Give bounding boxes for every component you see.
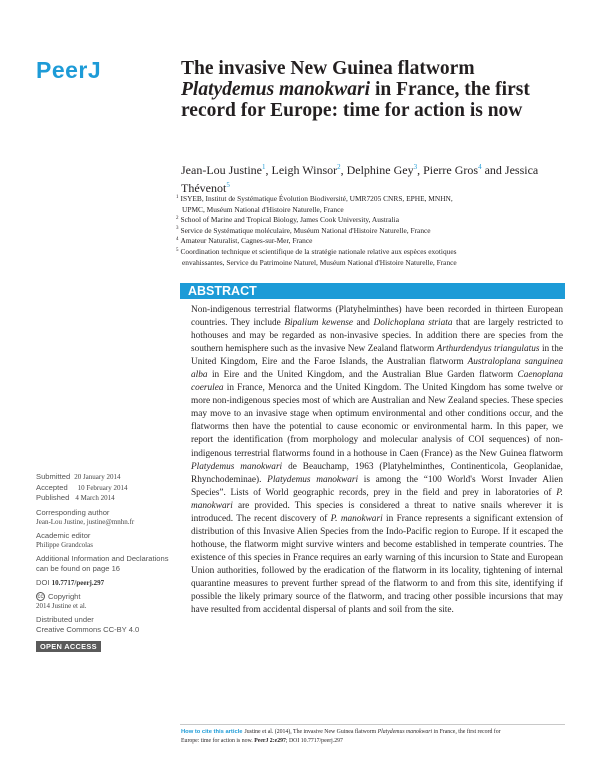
author-name[interactable]: Pierre Gros (423, 163, 479, 177)
author-affiliation-mark: 4 (478, 163, 482, 171)
citation-line-2: Europe: time for action is now. (181, 737, 255, 744)
abstract-text-segment: is among the “100 World's Worst Invader Alien Species”. Lists of World geographic records, prey in the field and prey in laboratories of (191, 474, 563, 498)
title-species: Platydemus manokwari (181, 79, 371, 100)
affiliation-list (176, 194, 566, 268)
corresponding-label: Corresponding author (36, 507, 110, 517)
doi-label: DOI (36, 577, 50, 587)
citation-rest: in France, the first record for (432, 729, 501, 735)
abstract-text-segment: in France, Menorca and the United Kingdom. The United Kingdom has some twelve or more non-indigenous species most of which are Australian and New Zealand species. These species may move to an invasive stage when optimum environmental and other conditions occur, and the flatworms then have the potential to cause economic or environmental harm. In this paper, we report the identification (from morphology and molecular analysis of COI sequences) of non-indigenous terrestrial flatworms found in a hothouse in Caen (France) as the New Guinea flatworm (191, 383, 563, 459)
journal-logo: PeerJ (36, 57, 102, 83)
author-affiliation-mark: 3 (413, 163, 418, 171)
affiliation-line (176, 226, 566, 237)
abstract-species-name: Platydemus manokwari (267, 474, 359, 485)
abstract-text-segment: and (352, 318, 374, 329)
abstract-species-name: P. manokwari (330, 513, 383, 524)
citation-doi[interactable]: ; DOI 10.7717/peerj.297 (285, 737, 343, 744)
abstract-body (191, 304, 563, 617)
affiliation-text: Amateur Naturalist, Cagnes-sur-Mer, France (180, 236, 313, 246)
doi-row (36, 578, 171, 588)
affiliation-line (176, 205, 566, 216)
abstract-species-name: Platydemus manokwari (191, 461, 283, 472)
accepted-row (36, 483, 171, 494)
article-title (181, 58, 561, 121)
abstract-species-name: Caenoplana coerulea (191, 370, 563, 394)
license-line-2[interactable]: Creative Commons CC-BY 4.0 (36, 624, 140, 634)
abstract-text-segment: Non-indigenous terrestrial flatworms (Platyhelminthes) have been recorded in thirteen European countries. They include (191, 305, 563, 329)
title-part-2: in France, the first record for Europe: time for action is now (181, 79, 530, 121)
author-name[interactable]: Leigh Winsor (271, 163, 338, 177)
affiliation-text: School of Marine and Tropical Biology, James Cook University, Australia (180, 215, 399, 225)
editor-label: Academic editor (36, 530, 91, 540)
affiliation-line (176, 247, 566, 258)
copyright-row (36, 592, 171, 602)
citation-species: Platydemus manokwari (377, 729, 433, 735)
abstract-text-segment: that are largely restricted to hothouses and may be regarded as non-invasive species. In addition there are species from the southern hemisphere such as the invasive New Zealand flatworm (191, 318, 563, 355)
affiliation-line (176, 258, 566, 269)
abstract-species-name: Arthurdendyus triangulatus (436, 344, 540, 355)
abstract-species-name: P. manokwari (191, 487, 563, 511)
submitted-label: Submitted (36, 472, 71, 481)
citation-authors: Justine et al. (2014), The invasive New Guinea flatworm (244, 729, 378, 735)
citation-block (181, 728, 571, 745)
abstract-text-segment: de Beauchamp, 1963 (Platyhelminthes, Continenticola, Geoplanidae, Rhynchodeminae). (191, 461, 563, 485)
abstract-species-name: Bipalium kewense (284, 318, 353, 329)
author-separator: , (417, 163, 424, 177)
additional-info-link[interactable]: Additional Information and Declarations can be found on page 16 (36, 553, 169, 573)
author-affiliation-mark: 5 (226, 181, 230, 189)
author-affiliation-mark: 2 (337, 163, 341, 171)
affiliation-number: 4 (176, 236, 179, 242)
author-separator: , (340, 163, 347, 177)
published-label: Published (36, 493, 70, 502)
abstract-species-name: Dolichoplana striata (373, 318, 453, 329)
affiliation-line (176, 215, 566, 226)
affiliation-text: ISYEB, Institut de Systématique Évolution Biodiversité, UMR7205 CNRS, EPHE, MNHN, (180, 194, 453, 203)
abstract-species-name: Australoplana sanguinea alba (191, 357, 563, 381)
article-sidebar (36, 472, 171, 654)
affiliation-line (176, 194, 566, 205)
submitted-date: 20 January 2014 (74, 473, 121, 481)
author-name[interactable]: Delphine Gey (346, 163, 414, 177)
doi-link[interactable]: 10.7717/peerj.297 (51, 578, 105, 587)
citation-journal-ref[interactable]: PeerJ 2:e297 (254, 737, 286, 744)
copyright-value (36, 602, 171, 611)
affiliation-number: 1 (176, 194, 179, 200)
copyright-holder: Justine et al. (51, 601, 87, 610)
license-line-1: Distributed under (36, 614, 94, 624)
citation-divider (180, 724, 565, 725)
published-row (36, 493, 171, 504)
accepted-date: 10 February 2014 (77, 483, 128, 492)
affiliation-text: Coordination technique et scientifique de la stratégie nationale relative aux espèces exotiques (180, 246, 457, 256)
submitted-row (36, 472, 171, 483)
abstract-text-segment: in the United Kingdom, Eire and the Faroe Islands, the Australian flatworm (191, 344, 563, 368)
author-name[interactable]: Jessica Thévenot (181, 163, 539, 195)
affiliation-number: 3 (176, 226, 179, 232)
author-affiliation-mark: 1 (261, 163, 266, 171)
open-access-badge: OPEN ACCESS (36, 641, 101, 652)
affiliation-line (176, 236, 566, 247)
title-part-1: The invasive New Guinea flatworm (181, 58, 475, 79)
affiliation-text: envahissantes, Service du Patrimoine Naturel, Muséum National d'Histoire Naturelle, France (182, 257, 457, 267)
abstract-text-segment: in France represents a significant extension of distribution of this Invasive Alien Species from the Indo-Pacific region to Europe. If it escaped the hothouse, the flatworm might survive winters and become established in temperate countries. The existence of this species in France requires an early warning of this incursion to State and European Union authorities, followed by the eradication of the flatworm in its locality, tightening of internal quarantine measures to prevent further spread of the flatworm to and from this site, identifying if possible the likely primary source of the flatworm, and tracing other possible incursions that may have resulted from accidental dispersal of plants and soil from the site. (191, 513, 563, 616)
author-separator: , (265, 163, 272, 177)
published-date: 4 March 2014 (75, 494, 115, 502)
accepted-label: Accepted (36, 482, 68, 492)
abstract-heading: ABSTRACT (180, 283, 565, 299)
copyright-year: 2014 (36, 601, 50, 610)
affiliation-number: 2 (176, 215, 179, 221)
affiliation-text: Service de Systématique moléculaire, Muséum National d'Histoire Naturelle, France (180, 225, 431, 235)
how-to-cite-label: How to cite this article (181, 729, 243, 735)
affiliation-text: UPMC, Muséum National d'Histoire Naturelle, France (182, 204, 344, 214)
affiliation-number: 5 (176, 247, 179, 253)
author-list (181, 160, 561, 196)
author-separator: and (481, 163, 505, 177)
corresponding-value[interactable]: Jean-Lou Justine, justine@mnhn.fr (36, 517, 135, 526)
abstract-text-segment: in Eire and the United Kingdom, and the Australian Blue Garden flatworm (207, 370, 518, 381)
creative-commons-icon: cc (37, 594, 44, 600)
author-name[interactable]: Jean-Lou Justine (181, 163, 262, 177)
abstract-text-segment: are provided. This species is considered a threat to native snails wherever it is introduced. The recent discovery of (191, 500, 563, 524)
copyright-label: Copyright (48, 591, 81, 601)
editor-value: Philippe Grandcolas (36, 540, 93, 549)
